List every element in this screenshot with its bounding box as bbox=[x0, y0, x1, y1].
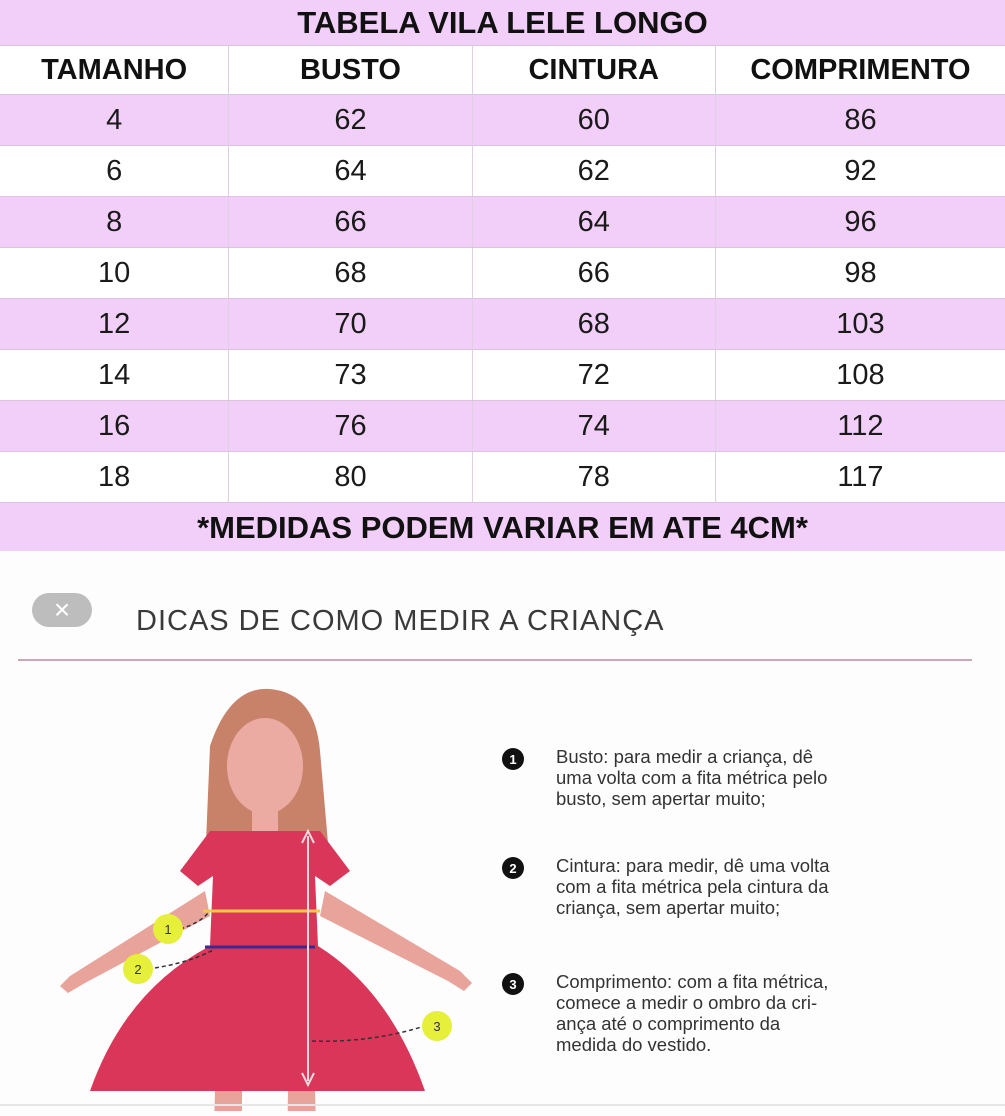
cell-comprimento: 96 bbox=[844, 205, 877, 238]
measuring-tips bbox=[0, 551, 1005, 1116]
marker-1-label: 1 bbox=[164, 922, 172, 937]
table-footer-note: *MEDIDAS PODEM VARIAR EM ATE 4CM* bbox=[0, 502, 1005, 553]
cell-busto: 64 bbox=[229, 146, 472, 196]
header-comprimento: COMPRIMENTO bbox=[750, 53, 971, 86]
cell-tamanho: 16 bbox=[0, 401, 229, 451]
header-tamanho: TAMANHO bbox=[0, 46, 229, 94]
cell-tamanho: 12 bbox=[0, 299, 229, 349]
table-row bbox=[0, 247, 1005, 298]
bottom-divider bbox=[0, 1104, 1005, 1106]
tip-cintura-line: criança, sem apertar muito; bbox=[556, 897, 781, 918]
cell-busto: 73 bbox=[229, 350, 472, 400]
tip-busto-line: Busto: para medir a criança, dê bbox=[556, 746, 814, 767]
cell-tamanho: 18 bbox=[0, 452, 229, 502]
cell-comprimento: 103 bbox=[836, 307, 885, 340]
cell-tamanho: 14 bbox=[0, 350, 229, 400]
cell-tamanho: 6 bbox=[0, 146, 229, 196]
table-row bbox=[0, 451, 1005, 502]
cell-cintura: 64 bbox=[473, 197, 716, 247]
cell-tamanho: 8 bbox=[0, 197, 229, 247]
header-cintura: CINTURA bbox=[473, 46, 716, 94]
cell-tamanho: 10 bbox=[0, 248, 229, 298]
table-row bbox=[0, 196, 1005, 247]
cell-comprimento: 112 bbox=[837, 409, 884, 442]
right-leg bbox=[286, 1091, 318, 1111]
cell-busto: 76 bbox=[229, 401, 472, 451]
tip-busto-line: uma volta com a fita métrica pelo bbox=[556, 767, 828, 788]
tips-header bbox=[18, 593, 972, 661]
tip-comprimento-line: ança até o comprimento da bbox=[556, 1013, 781, 1034]
tip-text-busto bbox=[556, 746, 976, 809]
cell-comprimento: 86 bbox=[844, 103, 877, 136]
tip-text-cintura bbox=[556, 855, 976, 918]
cell-comprimento: 98 bbox=[844, 256, 877, 289]
face bbox=[227, 718, 303, 814]
tip-cintura bbox=[502, 855, 982, 918]
cell-cintura: 60 bbox=[473, 95, 716, 145]
cell-cintura: 68 bbox=[473, 299, 716, 349]
tip-comprimento-line: comece a medir o ombro da cri- bbox=[556, 992, 818, 1013]
cell-cintura: 78 bbox=[473, 452, 716, 502]
tip-number-2: 2 bbox=[502, 857, 524, 879]
tip-text-comprimento bbox=[556, 971, 976, 1055]
close-icon[interactable]: × bbox=[32, 593, 92, 627]
tip-cintura-line: Cintura: para medir, dê uma volta bbox=[556, 855, 830, 876]
table-title: TABELA VILA LELE LONGO bbox=[0, 0, 1005, 45]
cell-cintura: 66 bbox=[473, 248, 716, 298]
tip-comprimento-line: Comprimento: com a fita métrica, bbox=[556, 971, 829, 992]
tip-busto bbox=[502, 746, 982, 809]
cell-busto: 66 bbox=[229, 197, 472, 247]
table-row bbox=[0, 145, 1005, 196]
cell-comprimento: 92 bbox=[844, 154, 877, 187]
tip-comprimento bbox=[502, 971, 982, 1055]
tip-comprimento-line: medida do vestido. bbox=[556, 1034, 712, 1055]
cell-busto: 68 bbox=[229, 248, 472, 298]
table-row bbox=[0, 349, 1005, 400]
tip-number-3: 3 bbox=[502, 973, 524, 995]
table-body bbox=[0, 94, 1005, 502]
cell-comprimento: 117 bbox=[837, 460, 884, 493]
table-row bbox=[0, 298, 1005, 349]
size-table bbox=[0, 0, 1005, 553]
cell-cintura: 62 bbox=[473, 146, 716, 196]
cell-busto: 62 bbox=[229, 95, 472, 145]
header-busto: BUSTO bbox=[229, 46, 472, 94]
cell-comprimento: 108 bbox=[836, 358, 885, 391]
marker-3-label: 3 bbox=[433, 1019, 441, 1034]
table-header-row bbox=[0, 45, 1005, 94]
marker-2-label: 2 bbox=[134, 962, 142, 977]
cell-tamanho: 4 bbox=[0, 95, 229, 145]
child-measurement-illustration bbox=[30, 671, 490, 1111]
cell-busto: 80 bbox=[229, 452, 472, 502]
tip-busto-line: busto, sem apertar muito; bbox=[556, 788, 766, 809]
cell-cintura: 72 bbox=[473, 350, 716, 400]
cell-cintura: 74 bbox=[473, 401, 716, 451]
tip-number-1: 1 bbox=[502, 748, 524, 770]
left-leg bbox=[212, 1091, 242, 1111]
table-row bbox=[0, 400, 1005, 451]
table-row bbox=[0, 94, 1005, 145]
tips-title: DICAS DE COMO MEDIR A CRIANÇA bbox=[136, 605, 665, 637]
tip-cintura-line: com a fita métrica pela cintura da bbox=[556, 876, 829, 897]
cell-busto: 70 bbox=[229, 299, 472, 349]
